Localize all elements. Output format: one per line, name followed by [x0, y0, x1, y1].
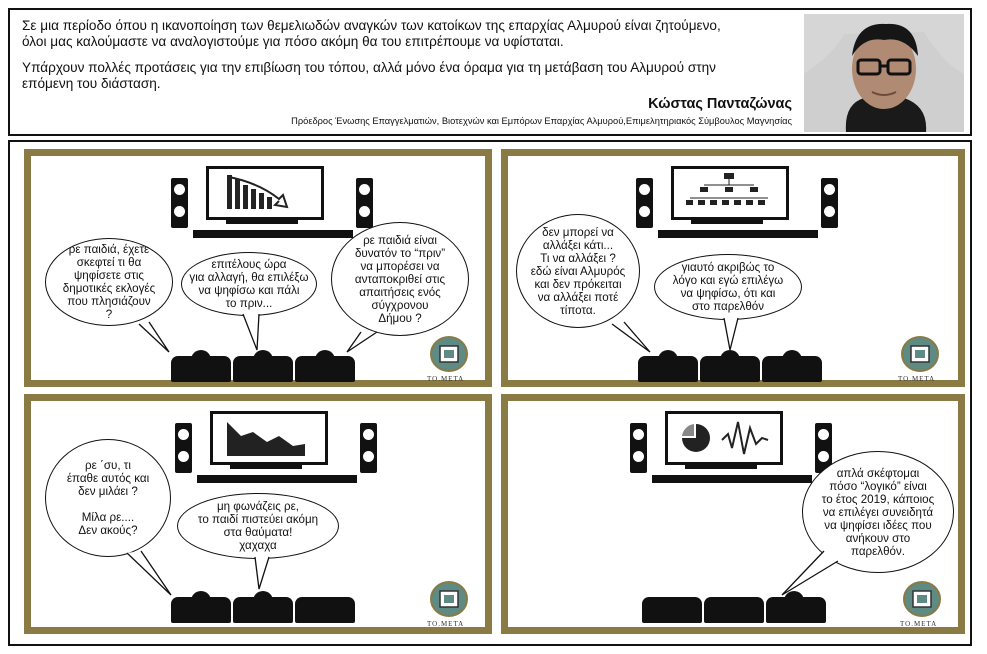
speech-line: στο παρελθόν [691, 300, 765, 313]
comic-strip [8, 140, 972, 646]
speech-line: ρε ΄συ, τι [85, 459, 131, 472]
viewer-seat [295, 597, 355, 623]
panel-3 [24, 394, 492, 634]
speech-line: ψηφίσετε στις [73, 269, 144, 282]
viewer-seat [171, 356, 231, 382]
speech-line: δυνατόν το “πριν” [354, 246, 446, 260]
speech-line: πόσο “λογικό” είναι [829, 479, 927, 493]
speech-line: δεν μιλάει ? [78, 485, 138, 498]
viewer-seat [642, 597, 702, 623]
speech-line: λόγο και εγώ επιλέγω [672, 274, 784, 287]
speech-line: έπαθε αυτός και [66, 472, 150, 485]
viewer-seat [704, 597, 764, 623]
speech-line: που πλησιάζουν [67, 295, 151, 308]
viewer-seat [171, 597, 231, 623]
viewer-seat [700, 356, 760, 382]
intro-line-3: Υπάρχουν πολλές προτάσεις για την επιβίωση του τόπου, αλλά μόνο ένα όραμα για τη μετάβαση του Αλμυρού στην [22, 60, 716, 75]
panel-2 [501, 149, 965, 387]
speech-line: σύγχρονου [371, 298, 429, 312]
speech-line: και δεν πρόκειται [534, 277, 622, 291]
viewer-seat [762, 356, 822, 382]
intro-line-1: Σε μια περίοδο όπου η ικανοποίηση των θεμελιωδών αναγκών των κατοίκων της επαρχίας Αλμυρού είναι ζητούμενο, [22, 18, 721, 33]
logo-text: ΤΟ.ΜΕΤΑ [427, 375, 465, 383]
tometa-logo-icon [900, 334, 940, 374]
intro-line-4: επόμενη του διάσταση. [22, 76, 161, 91]
viewer-seat [638, 356, 698, 382]
tometa-logo-icon [429, 334, 469, 374]
viewer-seat [233, 597, 293, 623]
tometa-logo-icon [902, 579, 942, 619]
viewer-seat [766, 597, 826, 623]
speech-line: Δήμου ? [378, 311, 422, 325]
speech-line: για αλλαγή, θα επιλέξω [189, 271, 309, 284]
speech-line: ανταποκριθεί στις [354, 272, 446, 286]
speech-line: το πριν... [225, 297, 273, 310]
speech-line: επιτέλους ώρα [211, 258, 287, 271]
intro-line-2: όλοι μας καλούμαστε να αναλογιστούμε για πόσο ακόμη θα του επιτρέπουμε να υφίσταται. [22, 34, 564, 49]
speech-line: να μπορέσει να [360, 259, 440, 273]
speech-line: αλλάξει κάτι... [542, 238, 614, 252]
speech-line: τίποτα. [560, 303, 596, 317]
speech-line: το παιδί πιστεύει ακόμη [197, 513, 319, 526]
speech-line: να ψηφίσω, ότι και [680, 287, 776, 300]
speech-line: να ψηφίσει ιδέες που [824, 518, 932, 532]
author-name: Κώστας Πανταζώνας [648, 96, 792, 112]
speech-line: το έτος 2019, κάποιος [821, 492, 935, 506]
panel-1 [24, 149, 492, 387]
speech-line: Δεν ακούς? [78, 524, 138, 537]
speech-line: εδώ είναι Αλμυρός [530, 264, 626, 278]
speech-line: ανήκουν στο [845, 531, 911, 545]
speech-line: να επιλέγει συνειδητά [822, 505, 934, 519]
speech-line: Μίλα ρε.... [81, 511, 135, 524]
speech-line: παρελθόν. [850, 544, 905, 558]
logo-text: ΤΟ.ΜΕΤΑ [427, 620, 465, 628]
viewer-seat [233, 356, 293, 382]
bubble-tails [31, 156, 485, 380]
speech-line: δημοτικές εκλογές [62, 282, 156, 295]
speech-line: ρε παιδιά, έχετε [68, 243, 150, 256]
header-box [8, 8, 972, 136]
viewer-seat [295, 356, 355, 382]
speech-line: απλά σκέφτομαι [836, 466, 920, 480]
speech-line: γιαυτό ακριβώς το [681, 261, 775, 274]
author-title: Πρόεδρος Ένωσης Επαγγελματιών, Βιοτεχνών και Εμπόρων Επαρχίας Αλμυρού,Επιμελητηριακός Σύμβουλος Μαγνησίας [291, 116, 792, 126]
speech-line: να αλλάξει ποτέ [537, 290, 619, 304]
speech-line: στα θαύματα! [223, 526, 293, 539]
tometa-logo-icon [429, 579, 469, 619]
bubble-tails [508, 156, 958, 380]
speech-line: απαιτήσεις ενός [359, 285, 441, 299]
bubble-tails [508, 401, 958, 627]
author-photo [804, 14, 964, 132]
logo-text: ΤΟ.ΜΕΤΑ [898, 375, 936, 383]
speech-line: ? [105, 308, 113, 321]
speech-line: να ψηφίσω και πάλι [198, 284, 300, 297]
speech-line: χαχαχα [239, 539, 277, 552]
logo-text: ΤΟ.ΜΕΤΑ [900, 620, 938, 628]
panel-4 [501, 394, 965, 634]
speech-line: Τι να αλλάξει ? [540, 251, 616, 265]
speech-line: σκεφτεί τι θα [76, 256, 142, 269]
speech-line: δεν μπορεί να [542, 225, 614, 239]
speech-line: ρε παιδιά είναι [363, 233, 437, 247]
speech-line: μη φωνάζεις ρε, [216, 500, 300, 513]
